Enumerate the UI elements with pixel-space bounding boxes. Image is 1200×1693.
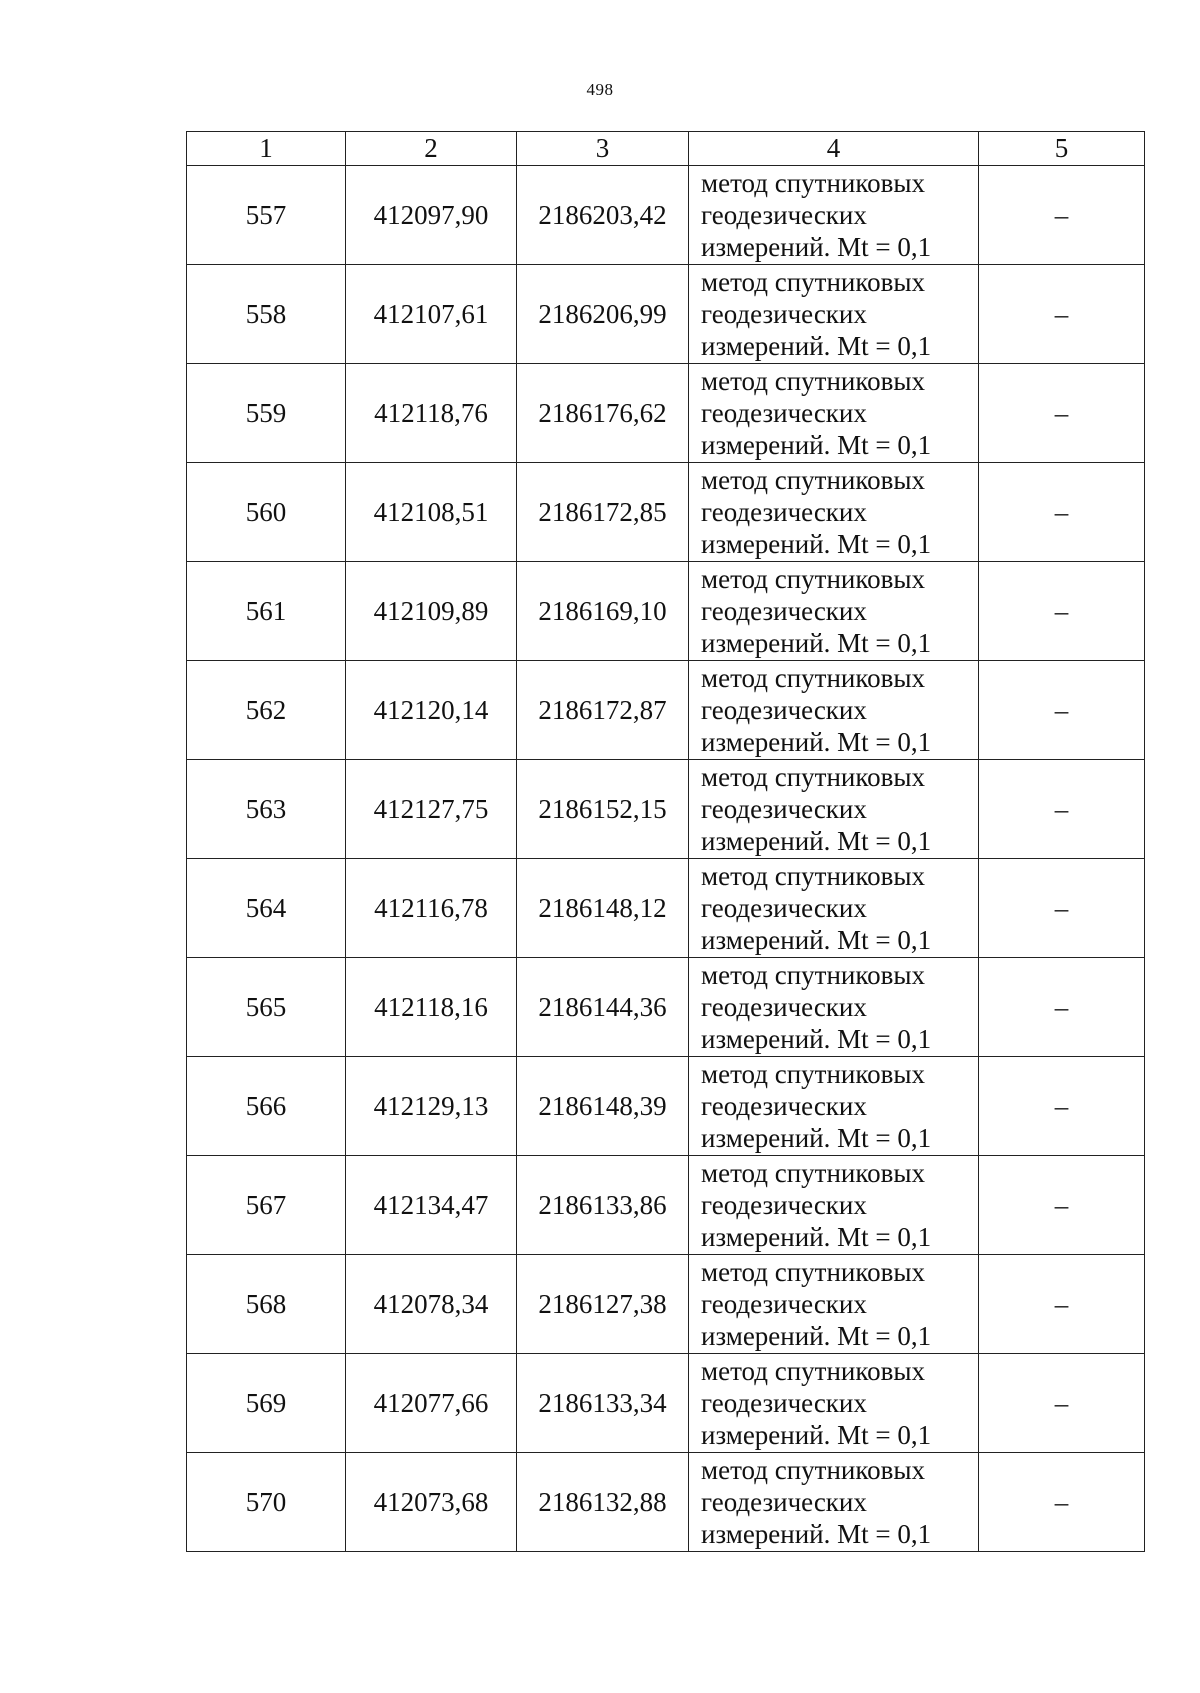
method-cell: метод спутниковых геодезических измерений. Mt = 0,1 — [689, 1354, 979, 1453]
table-row — [187, 760, 1145, 859]
table-body — [187, 166, 1145, 1552]
x-coordinate-cell: 412073,68 — [346, 1453, 517, 1552]
y-coordinate-cell: 2186148,39 — [517, 1057, 689, 1156]
point-number-cell: 562 — [187, 661, 346, 760]
y-coordinate-cell: 2186132,88 — [517, 1453, 689, 1552]
y-coordinate-cell: 2186148,12 — [517, 859, 689, 958]
page-number: 498 — [586, 80, 614, 99]
point-number-cell: 561 — [187, 562, 346, 661]
y-coordinate-cell: 2186206,99 — [517, 265, 689, 364]
x-coordinate-cell: 412116,78 — [346, 859, 517, 958]
table-row — [187, 265, 1145, 364]
y-coordinate-cell: 2186133,86 — [517, 1156, 689, 1255]
method-cell: метод спутниковых геодезических измерений. Mt = 0,1 — [689, 661, 979, 760]
table-row — [187, 859, 1145, 958]
point-number-cell: 564 — [187, 859, 346, 958]
y-coordinate-cell: 2186169,10 — [517, 562, 689, 661]
method-cell: метод спутниковых геодезических измерений. Mt = 0,1 — [689, 859, 979, 958]
table-row — [187, 661, 1145, 760]
note-cell: – — [979, 364, 1145, 463]
point-number-cell: 560 — [187, 463, 346, 562]
header-cell-3: 3 — [517, 132, 689, 166]
note-cell: – — [979, 1057, 1145, 1156]
table-row — [187, 562, 1145, 661]
x-coordinate-cell: 412120,14 — [346, 661, 517, 760]
x-coordinate-cell: 412109,89 — [346, 562, 517, 661]
note-cell: – — [979, 1453, 1145, 1552]
y-coordinate-cell: 2186172,87 — [517, 661, 689, 760]
note-cell: – — [979, 1354, 1145, 1453]
x-coordinate-cell: 412078,34 — [346, 1255, 517, 1354]
coordinates-table — [186, 131, 1145, 1552]
note-cell: – — [979, 463, 1145, 562]
point-number-cell: 567 — [187, 1156, 346, 1255]
method-cell: метод спутниковых геодезических измерений. Mt = 0,1 — [689, 958, 979, 1057]
header-cell-2: 2 — [346, 132, 517, 166]
point-number-cell: 563 — [187, 760, 346, 859]
x-coordinate-cell: 412127,75 — [346, 760, 517, 859]
table-row — [187, 1354, 1145, 1453]
x-coordinate-cell: 412118,76 — [346, 364, 517, 463]
table-row — [187, 1453, 1145, 1552]
note-cell: – — [979, 859, 1145, 958]
method-cell: метод спутниковых геодезических измерений. Mt = 0,1 — [689, 1057, 979, 1156]
note-cell: – — [979, 1255, 1145, 1354]
method-cell: метод спутниковых геодезических измерений. Mt = 0,1 — [689, 562, 979, 661]
header-cell-1: 1 — [187, 132, 346, 166]
x-coordinate-cell: 412108,51 — [346, 463, 517, 562]
point-number-cell: 559 — [187, 364, 346, 463]
note-cell: – — [979, 958, 1145, 1057]
table-row — [187, 1156, 1145, 1255]
x-coordinate-cell: 412107,61 — [346, 265, 517, 364]
point-number-cell: 568 — [187, 1255, 346, 1354]
point-number-cell: 557 — [187, 166, 346, 265]
point-number-cell: 558 — [187, 265, 346, 364]
x-coordinate-cell: 412134,47 — [346, 1156, 517, 1255]
header-row — [187, 132, 1145, 166]
method-cell: метод спутниковых геодезических измерений. Mt = 0,1 — [689, 463, 979, 562]
header-cell-5: 5 — [979, 132, 1145, 166]
point-number-cell: 566 — [187, 1057, 346, 1156]
x-coordinate-cell: 412097,90 — [346, 166, 517, 265]
note-cell: – — [979, 265, 1145, 364]
x-coordinate-cell: 412077,66 — [346, 1354, 517, 1453]
y-coordinate-cell: 2186152,15 — [517, 760, 689, 859]
note-cell: – — [979, 760, 1145, 859]
note-cell: – — [979, 661, 1145, 760]
table-row — [187, 166, 1145, 265]
y-coordinate-cell: 2186133,34 — [517, 1354, 689, 1453]
table-row — [187, 463, 1145, 562]
note-cell: – — [979, 166, 1145, 265]
table-row — [187, 1057, 1145, 1156]
x-coordinate-cell: 412129,13 — [346, 1057, 517, 1156]
x-coordinate-cell: 412118,16 — [346, 958, 517, 1057]
point-number-cell: 565 — [187, 958, 346, 1057]
method-cell: метод спутниковых геодезических измерений. Mt = 0,1 — [689, 166, 979, 265]
method-cell: метод спутниковых геодезических измерений. Mt = 0,1 — [689, 1156, 979, 1255]
y-coordinate-cell: 2186172,85 — [517, 463, 689, 562]
y-coordinate-cell: 2186127,38 — [517, 1255, 689, 1354]
method-cell: метод спутниковых геодезических измерений. Mt = 0,1 — [689, 760, 979, 859]
header-cell-4: 4 — [689, 132, 979, 166]
note-cell: – — [979, 562, 1145, 661]
method-cell: метод спутниковых геодезических измерений. Mt = 0,1 — [689, 1255, 979, 1354]
note-cell: – — [979, 1156, 1145, 1255]
table-row — [187, 364, 1145, 463]
y-coordinate-cell: 2186144,36 — [517, 958, 689, 1057]
table-header — [187, 132, 1145, 166]
method-cell: метод спутниковых геодезических измерений. Mt = 0,1 — [689, 265, 979, 364]
table-row — [187, 1255, 1145, 1354]
method-cell: метод спутниковых геодезических измерений. Mt = 0,1 — [689, 1453, 979, 1552]
y-coordinate-cell: 2186203,42 — [517, 166, 689, 265]
table-row — [187, 958, 1145, 1057]
point-number-cell: 570 — [187, 1453, 346, 1552]
point-number-cell: 569 — [187, 1354, 346, 1453]
method-cell: метод спутниковых геодезических измерений. Mt = 0,1 — [689, 364, 979, 463]
y-coordinate-cell: 2186176,62 — [517, 364, 689, 463]
